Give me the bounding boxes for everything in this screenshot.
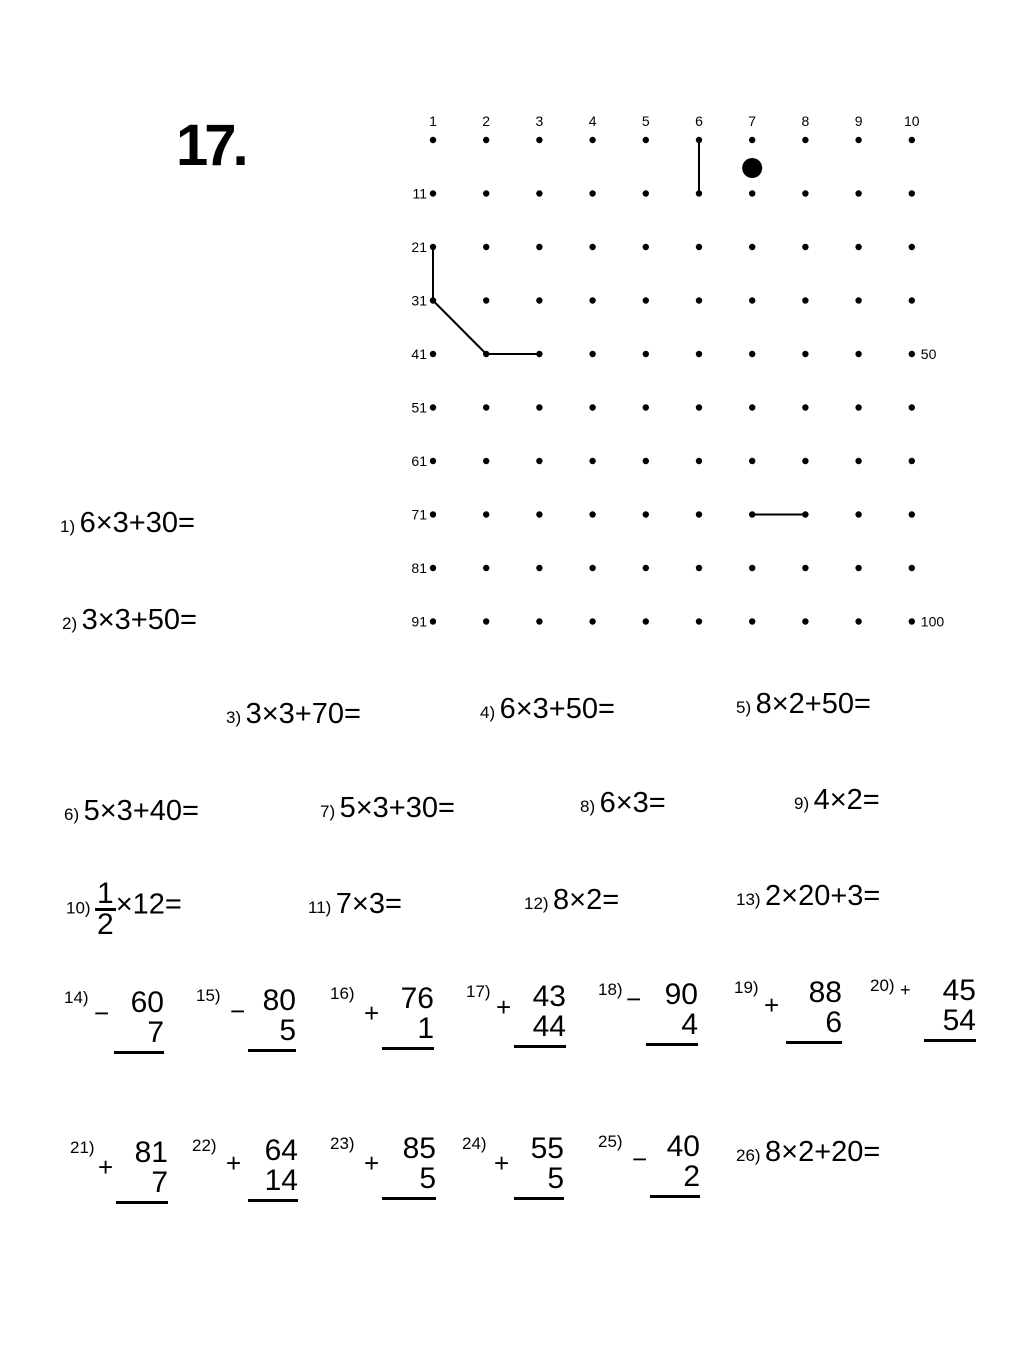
bottom-number: 1 bbox=[382, 1014, 434, 1050]
operator-sign: − bbox=[94, 998, 110, 1028]
grid-dot bbox=[749, 190, 755, 196]
column-label: 9 bbox=[854, 113, 863, 129]
problem-1 bbox=[60, 507, 195, 540]
operator-sign: + bbox=[364, 1148, 380, 1178]
problem-9 bbox=[794, 784, 880, 817]
problem-number: 8) bbox=[580, 797, 596, 816]
problem-expression: 6×3+50= bbox=[499, 693, 615, 725]
grid-segment bbox=[433, 301, 486, 355]
problem-number: 25) bbox=[598, 1132, 623, 1151]
grid-dot bbox=[749, 297, 755, 303]
grid-dot bbox=[749, 511, 755, 517]
grid-dot bbox=[696, 244, 702, 250]
problem-10 bbox=[66, 877, 182, 941]
grid-dot bbox=[855, 244, 861, 250]
problem-number: 24) bbox=[462, 1134, 487, 1153]
problem-number: 20) bbox=[870, 976, 895, 995]
grid-dot bbox=[536, 404, 542, 410]
grid-dot bbox=[589, 190, 595, 196]
row-label: 51 bbox=[411, 399, 427, 416]
row-label: 31 bbox=[411, 292, 427, 309]
grid-dot bbox=[855, 458, 861, 464]
grid-dot bbox=[589, 137, 595, 143]
grid-dot bbox=[855, 297, 861, 303]
bottom-number: 6 bbox=[786, 1008, 842, 1044]
grid-dot bbox=[536, 190, 542, 196]
grid-dot bbox=[483, 511, 489, 517]
grid-dot bbox=[430, 618, 436, 624]
problem-expression: 8×2= bbox=[553, 884, 620, 916]
problem-number: 4) bbox=[480, 703, 496, 722]
grid-dot bbox=[855, 565, 861, 571]
problem-expression: 6×3+30= bbox=[79, 507, 195, 539]
operator-sign: − bbox=[632, 1144, 648, 1174]
problem-expression: 4×2= bbox=[813, 784, 880, 816]
grid-dot bbox=[589, 511, 595, 517]
top-number: 88 bbox=[808, 976, 842, 1009]
problem-number: 15) bbox=[196, 986, 221, 1005]
grid-dot bbox=[430, 244, 436, 250]
column-label: 10 bbox=[904, 113, 920, 129]
grid-dot bbox=[909, 190, 915, 196]
bottom-number: 5 bbox=[514, 1164, 564, 1200]
problem-5 bbox=[736, 688, 871, 721]
top-number: 76 bbox=[400, 982, 434, 1015]
grid-dot bbox=[430, 404, 436, 410]
grid-dot bbox=[589, 618, 595, 624]
operator-sign: + bbox=[764, 990, 780, 1020]
grid-dot bbox=[430, 190, 436, 196]
problem-number: 18) bbox=[598, 980, 623, 999]
grid-dot bbox=[802, 618, 808, 624]
problem-number: 14) bbox=[64, 988, 89, 1007]
operator-sign: − bbox=[626, 984, 642, 1014]
bottom-number: 7 bbox=[116, 1168, 168, 1204]
grid-dot bbox=[430, 511, 436, 517]
problem-number: 2) bbox=[62, 614, 78, 633]
fraction bbox=[95, 877, 116, 941]
problem-expression: 5×3+40= bbox=[83, 795, 199, 827]
grid-dot bbox=[643, 618, 649, 624]
problem-expression: 3×3+50= bbox=[81, 604, 197, 636]
problem-number: 12) bbox=[524, 894, 549, 913]
problem-8 bbox=[580, 787, 666, 820]
grid-dot bbox=[536, 511, 542, 517]
top-number: 45 bbox=[942, 974, 976, 1007]
grid-dot bbox=[483, 244, 489, 250]
problem-number: 7) bbox=[320, 802, 336, 821]
problem-number: 1) bbox=[60, 517, 76, 536]
grid-dot bbox=[696, 190, 702, 196]
problem-number: 5) bbox=[736, 698, 752, 717]
grid-dot bbox=[749, 565, 755, 571]
problem-number: 21) bbox=[70, 1138, 95, 1157]
grid-dot bbox=[589, 565, 595, 571]
row-label: 71 bbox=[411, 506, 427, 523]
grid-dot bbox=[696, 565, 702, 571]
grid-dot bbox=[855, 137, 861, 143]
top-number: 55 bbox=[530, 1132, 564, 1165]
problem-number: 6) bbox=[64, 805, 80, 824]
problem-3 bbox=[226, 698, 361, 731]
problem-number: 22) bbox=[192, 1136, 217, 1155]
grid-dot bbox=[749, 351, 755, 357]
grid-dot bbox=[536, 458, 542, 464]
operator-sign: + bbox=[900, 980, 911, 1000]
top-number: 85 bbox=[402, 1132, 436, 1165]
grid-dot bbox=[909, 244, 915, 250]
top-number: 64 bbox=[264, 1134, 298, 1167]
bottom-number: 2 bbox=[650, 1162, 700, 1198]
problem-6 bbox=[64, 795, 199, 828]
row-label: 91 bbox=[411, 613, 427, 630]
grid-dot bbox=[696, 618, 702, 624]
grid-dot bbox=[536, 618, 542, 624]
problem-7 bbox=[320, 792, 455, 825]
operator-sign: + bbox=[364, 998, 380, 1028]
problem-number: 10) bbox=[66, 898, 91, 918]
problem-expression: 7×3= bbox=[335, 888, 402, 920]
bottom-number: 7 bbox=[114, 1018, 164, 1054]
grid-dot bbox=[483, 618, 489, 624]
grid-dot bbox=[643, 565, 649, 571]
grid-dot bbox=[696, 458, 702, 464]
column-label: 3 bbox=[535, 113, 544, 129]
grid-dot bbox=[909, 565, 915, 571]
operator-sign: + bbox=[226, 1148, 242, 1178]
bottom-number: 14 bbox=[248, 1166, 298, 1202]
row-label: 41 bbox=[411, 346, 427, 362]
bottom-number: 4 bbox=[646, 1010, 698, 1046]
grid-dot bbox=[483, 351, 489, 357]
grid-dot bbox=[536, 244, 542, 250]
problem-26 bbox=[736, 1136, 880, 1169]
grid-dot bbox=[589, 404, 595, 410]
problem-expression: 8×2+20= bbox=[765, 1136, 881, 1168]
problem-12 bbox=[524, 884, 619, 917]
problem-number: 26) bbox=[736, 1146, 761, 1165]
grid-dot bbox=[589, 351, 595, 357]
fraction-numerator: 1 bbox=[97, 877, 114, 910]
problem-11 bbox=[308, 888, 402, 921]
grid-dot bbox=[643, 137, 649, 143]
problem-number: 9) bbox=[794, 794, 810, 813]
grid-dot bbox=[749, 618, 755, 624]
top-number: 80 bbox=[262, 984, 296, 1017]
grid-dot bbox=[643, 297, 649, 303]
worksheet-number: 17. bbox=[176, 113, 245, 178]
row-label: 11 bbox=[412, 185, 427, 202]
grid-dot bbox=[802, 137, 808, 143]
grid-dot bbox=[696, 404, 702, 410]
right-label: 50 bbox=[920, 346, 937, 362]
problem-expression: 6×3= bbox=[599, 787, 666, 819]
grid-dot bbox=[855, 404, 861, 410]
grid-dot bbox=[909, 351, 915, 357]
operator-sign: + bbox=[496, 992, 512, 1022]
bottom-number: 5 bbox=[248, 1016, 296, 1052]
grid-dot bbox=[536, 351, 542, 357]
problem-number: 11) bbox=[308, 898, 332, 917]
grid-dot bbox=[483, 404, 489, 410]
grid-dot bbox=[909, 511, 915, 517]
grid-dot bbox=[749, 458, 755, 464]
grid-dot bbox=[643, 511, 649, 517]
problem-13 bbox=[736, 880, 880, 913]
grid-dot bbox=[589, 458, 595, 464]
problem-number: 23) bbox=[330, 1134, 355, 1153]
problem-number: 3) bbox=[226, 708, 242, 727]
grid-dot bbox=[802, 458, 808, 464]
grid-dot bbox=[589, 244, 595, 250]
problem-expression: 3×3+70= bbox=[245, 698, 361, 730]
grid-dot bbox=[589, 297, 595, 303]
bottom-number: 5 bbox=[382, 1164, 436, 1200]
grid-dot bbox=[536, 565, 542, 571]
grid-dot bbox=[802, 190, 808, 196]
grid-dot bbox=[536, 297, 542, 303]
grid-dot bbox=[802, 511, 808, 517]
column-label: 7 bbox=[748, 113, 757, 129]
operator-sign: + bbox=[494, 1148, 510, 1178]
grid-dot bbox=[483, 297, 489, 303]
problem-number: 16) bbox=[330, 984, 355, 1003]
problem-expression: ×12= bbox=[115, 888, 182, 921]
column-label: 8 bbox=[801, 113, 810, 129]
row-label: 81 bbox=[411, 560, 427, 576]
grid-dot bbox=[483, 137, 489, 143]
grid-dot bbox=[802, 351, 808, 357]
column-label: 5 bbox=[641, 113, 650, 129]
top-number: 40 bbox=[666, 1130, 700, 1163]
grid-dot bbox=[696, 351, 702, 357]
problem-number: 13) bbox=[736, 890, 761, 909]
grid-dot bbox=[643, 244, 649, 250]
column-label: 4 bbox=[588, 113, 597, 129]
grid-dot bbox=[643, 190, 649, 196]
grid-dot bbox=[643, 351, 649, 357]
operator-sign: + bbox=[98, 1152, 114, 1182]
problem-expression: 8×2+50= bbox=[755, 688, 871, 720]
grid-dot bbox=[855, 511, 861, 517]
grid-dot bbox=[909, 618, 915, 624]
top-number: 60 bbox=[130, 986, 164, 1019]
bottom-number: 54 bbox=[924, 1006, 976, 1042]
grid-dot bbox=[483, 458, 489, 464]
problem-number: 19) bbox=[734, 978, 759, 997]
top-number: 43 bbox=[532, 980, 566, 1013]
grid-dot bbox=[430, 565, 436, 571]
grid-dot bbox=[696, 511, 702, 517]
grid-dot bbox=[909, 404, 915, 410]
grid-dot bbox=[909, 137, 915, 143]
problem-2 bbox=[62, 604, 197, 637]
column-label: 6 bbox=[695, 113, 703, 129]
grid-dot bbox=[855, 351, 861, 357]
grid-dot bbox=[749, 137, 755, 143]
grid-dot bbox=[802, 297, 808, 303]
problem-expression: 2×20+3= bbox=[765, 880, 881, 912]
grid-dot bbox=[430, 137, 436, 143]
grid-dot bbox=[696, 137, 702, 143]
grid-dot bbox=[802, 244, 808, 250]
grid-dot bbox=[909, 458, 915, 464]
grid-dot bbox=[749, 244, 755, 250]
grid-dot bbox=[483, 190, 489, 196]
top-number: 90 bbox=[664, 978, 698, 1011]
grid-dot bbox=[643, 458, 649, 464]
grid-dot bbox=[802, 404, 808, 410]
grid-dot bbox=[430, 297, 436, 303]
top-number: 81 bbox=[134, 1136, 168, 1169]
grid-dot bbox=[430, 458, 436, 464]
grid-dot bbox=[643, 404, 649, 410]
problem-expression: 5×3+30= bbox=[339, 792, 455, 824]
row-label: 21 bbox=[411, 239, 427, 255]
grid-dot bbox=[855, 618, 861, 624]
column-label: 2 bbox=[482, 113, 491, 129]
operator-sign: − bbox=[230, 996, 246, 1026]
fraction-denominator: 2 bbox=[97, 908, 114, 941]
column-label: 1 bbox=[429, 113, 437, 129]
bottom-number: 44 bbox=[514, 1012, 566, 1048]
grid-dot bbox=[909, 297, 915, 303]
grid-dot bbox=[536, 137, 542, 143]
row-label: 61 bbox=[411, 453, 427, 469]
grid-dot bbox=[483, 565, 489, 571]
problem-4 bbox=[480, 693, 615, 726]
grid-dot bbox=[696, 297, 702, 303]
problem-number: 17) bbox=[466, 982, 491, 1001]
grid-dot bbox=[855, 190, 861, 196]
grid-dot bbox=[749, 404, 755, 410]
start-dot bbox=[742, 158, 762, 178]
right-label: 100 bbox=[920, 613, 945, 630]
grid-dot bbox=[802, 565, 808, 571]
grid-dot bbox=[430, 351, 436, 357]
